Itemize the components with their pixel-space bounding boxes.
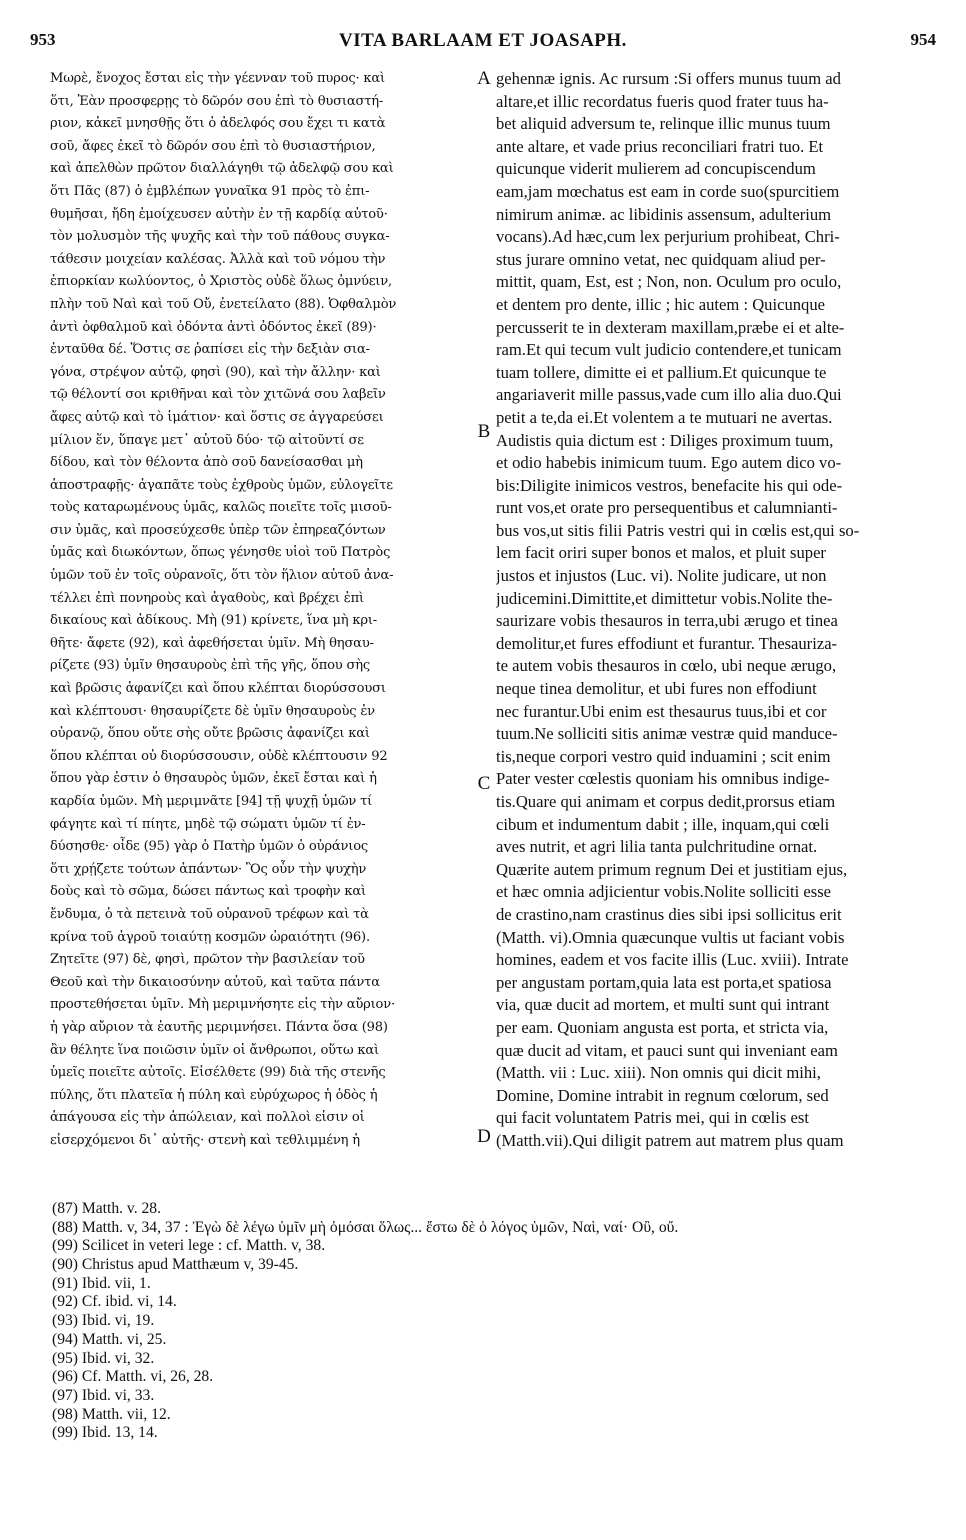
latin-text-line: Domine, Domine intrabit in regnum cœlorum, sed	[496, 1085, 829, 1105]
footnote-line: (99) Scilicet in veteri lege : cf. Matth. v, 38.	[52, 1237, 326, 1255]
latin-text-line: per angustam portam,quia lata est porta,et spatiosa	[496, 972, 832, 992]
latin-text-line: ante altare, et vade prius reconciliari fratri tuo. Et	[496, 136, 824, 156]
footnote-line: (99) Ibid. 13, 14.	[52, 1424, 158, 1442]
latin-text-line: judicemini.Dimittite,et dimittetur vobis.Nolite the-	[496, 588, 833, 608]
footnote-line: (95) Ibid. vi, 32.	[52, 1349, 155, 1367]
latin-text-line: (Matth. vi).Omnia quæcunque vultis ut faciant vobis	[496, 927, 845, 947]
latin-text-line: bis:Diligite inimicos vestros, benefacite his qui ode-	[496, 475, 843, 495]
latin-text-line: stus jurare omnino vetat, nec quidquam aliud per-	[496, 249, 826, 269]
greek-text-line: ὅπου γὰρ ἐστιν ὁ θησαυρὸς ὑμῶν, ἐκεῖ ἔσται καὶ ἡ	[50, 771, 377, 787]
latin-text-line: Audistis quia dictum est : Diliges proximum tuum,	[496, 430, 834, 450]
latin-text-line: runt vos,et orate pro persequentibus et calumnianti-	[496, 498, 838, 518]
greek-text-line: εἰσερχόμενοι δι᾽ αὐτῆς· στενὴ καὶ τεθλιμμένη ἡ	[50, 1132, 360, 1148]
greek-text-line: ἀντὶ ὀφθαλμοῦ καὶ ὀδόντα ἀντὶ ὀδόντος ἐκεῖ (89)·	[50, 319, 377, 335]
greek-text-line: ριον, κἀκεῖ μνησθῇς ὅτι ὁ ἀδελφός σου ἔχει τι κατὰ	[50, 116, 386, 132]
latin-text-line: aves nutrit, et agri lilia tanta pulchritudine ornat.	[496, 837, 818, 857]
latin-text-line: nec furantur.Ubi enim est thesaurus tuus,ibi et cor	[496, 701, 827, 721]
latin-text-line: demolitur,et fures effodiunt et furantur. Thesauriza-	[496, 633, 838, 653]
greek-text-line: κρίνα τοῦ ἀγροῦ τοιαύτῃ κοσμῶν ὡραιότητι (96).	[50, 929, 370, 945]
greek-text-line: ὑμεῖς ποιεῖτε αὐτοῖς. Εἰσέλθετε (99) διὰ τῆς στενῆς	[50, 1065, 386, 1081]
footnote-line: (92) Cf. ibid. vi, 14.	[52, 1293, 177, 1311]
latin-text-line: saurizare vobis thesauros in terra,ubi ærugo et tinea	[496, 611, 838, 631]
latin-text-line: vocans).Ad hæc,cum lex perjurium prohibeat, Chri-	[496, 227, 840, 247]
greek-text-line: σοῦ, ἄφες ἐκεῖ τὸ δῶρόν σου ἐπὶ τὸ θυσιαστήριον,	[50, 138, 376, 154]
greek-text-line: δίδου, καὶ τὸν θέλοντα ἀπὸ σοῦ δανείσασθαι μὴ	[50, 455, 363, 471]
latin-text-line: te autem vobis thesauros in cœlo, ubi neque ærugo,	[496, 656, 837, 676]
greek-text-line: καὶ βρῶσις ἀφανίζει καὶ ὅπου κλέπται διορύσσουσι	[50, 681, 386, 697]
latin-text-line: angariaverit mille passus,vade cum illo alia duo.Qui	[496, 385, 842, 405]
greek-text-line: Ζητεῖτε (97) δὲ, φησὶ, πρῶτον τὴν βασιλείαν τοῦ	[50, 952, 365, 968]
greek-text-column	[50, 68, 473, 1153]
latin-text-line: homines, eadem et vos facite illis (Luc. xviii). Intrate	[496, 950, 849, 970]
greek-text-line: δικαίους καὶ ἀδίκους. Μὴ (91) κρίνετε, ἵνα μὴ κρι-	[50, 613, 377, 629]
greek-text-line: μίλιον ἕν, ὕπαγε μετ᾽ αὐτοῦ δύο· τῷ αἰτοῦντί σε	[50, 432, 364, 448]
greek-text-line: σιν ὑμᾶς, καὶ προσεύχεσθε ὑπὲρ τῶν ἐπηρεαζόντων	[50, 522, 386, 538]
greek-text-line: ὅτι χρῄζετε τούτων ἁπάντων· Ὃς οὖν τὴν ψυχὴν	[50, 861, 367, 877]
greek-text-line: θῆτε· ἄφετε (92), καὶ ἀφεθήσεται ὑμῖν. Μὴ θησαυ-	[50, 635, 374, 651]
greek-text-line: ὅτι, Ἐὰν προσφερῃς τὸ δῶρόν σου ἐπὶ τὸ θυσιαστή-	[50, 93, 384, 109]
latin-text-line: qui facit voluntatem Patris mei, qui in cœlis est	[496, 1108, 809, 1128]
greek-text-line: τῷ θέλοντί σοι κριθῆναι καὶ τὸν χιτῶνά σου λαβεῖν	[50, 387, 386, 403]
footnote-line: (96) Cf. Matth. vi, 26, 28.	[52, 1368, 214, 1386]
footnote-line: (97) Ibid. vi, 33.	[52, 1386, 155, 1404]
latin-text-line: per eam. Quoniam angusta est porta, et stricta via,	[496, 1017, 829, 1037]
greek-text-line: προστεθήσεται ὑμῖν. Μὴ μεριμνήσητε εἰς τὴν αὔριον·	[50, 997, 395, 1013]
running-title: VITA BARLAAM ET JOASAPH.	[339, 30, 627, 51]
footnote-line: (94) Matth. vi, 25.	[52, 1330, 167, 1348]
greek-text-line: ἡ γὰρ αὔριον τὰ ἑαυτῆς μεριμνήσει. Πάντα ὅσα (98)	[50, 1019, 388, 1035]
latin-text-line: quæ ducit ad vitam, et pauci sunt qui inveniant eam	[496, 1040, 838, 1060]
greek-text-line: οὐρανῷ, ὅπου οὔτε σὴς οὔτε βρῶσις ἀφανίζει καὶ	[50, 726, 370, 742]
greek-text-line: καρδία ὑμῶν. Μὴ μεριμνᾶτε [94] τῇ ψυχῇ ὑμῶν τί	[50, 794, 373, 809]
latin-text-line: tis,neque corpori vestro quid induamini ; scit enim	[496, 746, 831, 766]
latin-text-line: neque tinea demolitur, et ubi fures non effodiunt	[496, 679, 817, 699]
section-marker-c: C	[477, 773, 491, 794]
greek-text-line: ὅπου κλέπται οὐ διορύσσουσιν, οὐδὲ κλέπτουσιν 92	[50, 748, 388, 764]
page-header	[30, 30, 936, 54]
greek-text-line: δοὺς καὶ τὸ σῶμα, δώσει πάντως καὶ τροφὴν καὶ	[50, 884, 366, 900]
greek-text-line: ἀποστραφῇς· ἀγαπᾶτε τοὺς ἐχθροὺς ὑμῶν, εὐλογεῖτε	[50, 477, 393, 493]
latin-text-line: nimirum animæ. ac libidinis assensum, adulterium	[496, 204, 832, 224]
latin-text-line: bus vos,ut sitis filii Patris vestri qui in cœlis est,qui so-	[496, 520, 860, 540]
greek-text-line: ἐνταῦθα δέ. Ὅστις σε ῥαπίσει εἰς τὴν δεξιὰν σια-	[50, 342, 370, 358]
latin-text-line: et hæc omnia adjicientur vobis.Nolite solliciti esse	[496, 882, 832, 902]
latin-text-line: Quærite autem primum regnum Dei et justitiam ejus,	[496, 859, 848, 879]
greek-text-line: ἂν θέλητε ἵνα ποιῶσιν ὑμῖν οἱ ἄνθρωποι, οὕτω καὶ	[50, 1042, 379, 1058]
section-marker-d: D	[477, 1126, 491, 1147]
footnote-line: (90) Christus apud Matthæum v, 39-45.	[52, 1256, 299, 1274]
latin-text-line: bet aliquid adversum te, relinque illic munus tuum	[496, 114, 831, 134]
latin-text-column	[496, 68, 936, 1153]
greek-text-line: φάγητε καὶ τί πίητε, μηδὲ τῷ σώματι ὑμῶν τί ἐν-	[50, 816, 366, 832]
footnote-line: (93) Ibid. vi, 19.	[52, 1312, 155, 1330]
latin-text-line: de crastino,nam crastinus dies sibi ipsi sollicitus erit	[496, 904, 842, 924]
latin-text-line: (Matth.vii).Qui diligit patrem aut matrem plus quam	[496, 1130, 844, 1150]
latin-text-line: eam,jam mœchatus est eam in corde suo(spurcitiem	[496, 181, 840, 201]
footnote-line: (98) Matth. vii, 12.	[52, 1405, 171, 1423]
latin-text-line: ram.Et qui tecum vult judicio contendere,et tunicam	[496, 340, 842, 360]
footnote-line: (91) Ibid. vii, 1.	[52, 1274, 151, 1292]
greek-text-line: καὶ ἀπελθὼν πρῶτον διαλλάγηθι τῷ ἀδελφῷ σου καὶ	[50, 161, 394, 177]
greek-text-line: ὑμᾶς καὶ διωκόντων, ὅπως γένησθε υἱοὶ τοῦ Πατρὸς	[50, 545, 391, 561]
greek-text-line: ἔνδυμα, ὁ τὰ πετεινὰ τοῦ οὐρανοῦ τρέφων καὶ τὰ	[50, 906, 369, 922]
greek-text-line: τέλλει ἐπὶ πονηροὺς καὶ ἀγαθοὺς, καὶ βρέχει ἐπὶ	[50, 590, 364, 606]
latin-text-line: justos et injustos (Luc. vi). Nolite judicare, ut non	[496, 566, 827, 586]
section-marker-b: B	[477, 421, 491, 442]
footnotes	[52, 1200, 932, 1443]
page-number-right: 954	[910, 30, 936, 49]
greek-text-line: πύλης, ὅτι πλατεῖα ἡ πύλη καὶ εὐρύχωρος ἡ ὁδὸς ἡ	[50, 1087, 378, 1103]
greek-text-line: ἀπάγουσα εἰς τὴν ἀπώλειαν, καὶ πολλοὶ εἰσιν οἱ	[50, 1110, 365, 1126]
greek-text-line: ὑμῶν τοῦ ἐν τοῖς οὐρανοῖς, ὅτι τὸν ἥλιον αὐτοῦ ἀνα-	[50, 568, 394, 584]
latin-text-line: tuam tollere, dimitte ei et pallium.Et quicunque te	[496, 362, 827, 382]
latin-text-line: percusserit te in dexteram maxillam,præbe ei et alte-	[496, 317, 845, 337]
greek-text-line: ἄφες αὐτῷ καὶ τὸ ἱμάτιον· καὶ ὅστις σε ἀγγαρεύσει	[50, 409, 384, 425]
greek-text-line: δύσησθε· οἶδε (95) γὰρ ὁ Πατὴρ ὑμῶν ὁ οὐράνιος	[50, 839, 369, 855]
latin-text-line: tis.Quare qui animam et corpus dedit,prorsus etiam	[496, 792, 836, 811]
latin-text-line: quicunque viderit mulierem ad concupiscendum	[496, 159, 816, 179]
greek-text-line: γόνα, στρέψον αὐτῷ, φησὶ (90), καὶ τὴν ἄλλην· καὶ	[50, 364, 381, 380]
latin-text-line: lem facit oriri super bonos et malos, et pluit super	[496, 543, 826, 563]
footnote-line: (88) Matth. v, 34, 37 : Ἐγὼ δὲ λέγω ὑμῖν μὴ ὀμόσαι ὅλως... ἔστω δὲ ὁ λόγος ὑμῶν, Ναὶ, ναί· Οὒ, οὔ.	[52, 1218, 679, 1236]
latin-text-line: et dentem pro dente, illic ; hic autem : Quicunque	[496, 294, 826, 314]
greek-text-line: ἐπιορκίαν κωλύοντος, ὁ Χριστὸς οὐδὲ ὅλως ὀμνύειν,	[50, 274, 392, 290]
latin-text-line: altare,et illic recordatus fueris quod frater tuus ha-	[496, 91, 829, 111]
greek-text-line: καὶ κλέπτουσι· θησαυρίζετε δὲ ὑμῖν θησαυροὺς ἐν	[50, 703, 375, 719]
latin-text-line: (Matth. vii : Luc. xiii). Non omnis qui dicit mihi,	[496, 1063, 821, 1083]
latin-text-line: mittit, quam, Est, est ; Non, non. Oculum pro oculo,	[496, 272, 842, 292]
greek-text-line: τὸν μολυσμὸν τῆς ψυχῆς καὶ τὴν τοῦ πάθους συγκα-	[50, 229, 390, 245]
greek-text-line: ὅτι Πᾶς (87) ὁ ἐμβλέπων γυναῖκα 91 πρὸς τὸ ἐπι-	[50, 183, 370, 199]
greek-text-line: τάθεσιν μοιχείαν καλέσας. Ἀλλὰ καὶ τοῦ νόμου τὴν	[50, 251, 386, 267]
latin-text-line: Pater vester cœlestis quoniam his omnibus indige-	[496, 769, 830, 789]
greek-text-line: Μωρὲ, ἔνοχος ἔσται εἰς τὴν γέενναν τοῦ πυρος· καὶ	[50, 71, 385, 86]
latin-text-line: tuum.Ne solliciti sitis animæ vestræ quid manduce-	[496, 724, 838, 744]
latin-text-line: cibum et indumentum dabit ; ille, inquam,qui cœli	[496, 814, 830, 834]
latin-text-line: gehennæ ignis. Ac rursum :Si offers munus tuum ad	[496, 69, 841, 88]
greek-text-line: Θεοῦ καὶ τὴν δικαιοσύνην αὐτοῦ, καὶ ταῦτα πάντα	[50, 974, 380, 990]
latin-text-line: via, quæ ducit ad mortem, et multi sunt qui intrant	[496, 995, 830, 1015]
greek-text-line: τοὺς καταρωμένους ὑμᾶς, καλῶς ποιεῖτε τοῖς μισοῦ-	[50, 500, 392, 516]
greek-text-line: ρίζετε (93) ὑμῖν θησαυροὺς ἐπὶ τῆς γῆς, ὅπου σὴς	[50, 658, 371, 674]
greek-text-line: πλὴν τοῦ Ναὶ καὶ τοῦ Οὔ, ἐνετείλατο (88). Ὀφθαλμὸν	[50, 296, 397, 312]
footnote-line: (87) Matth. v. 28.	[52, 1200, 161, 1217]
greek-text-line: θυμῆσαι, ἤδη ἐμοίχευσεν αὐτὴν ἐν τῇ καρδίᾳ αὐτοῦ·	[50, 206, 388, 222]
latin-text-line: petit a te,da ei.Et volentem a te mutuari ne avertas.	[496, 407, 833, 427]
latin-text-line: et odio habebis inimicum tuum. Ego autem dico vo-	[496, 453, 842, 473]
section-marker-a: A	[477, 68, 491, 89]
page-number-left: 953	[30, 30, 56, 49]
